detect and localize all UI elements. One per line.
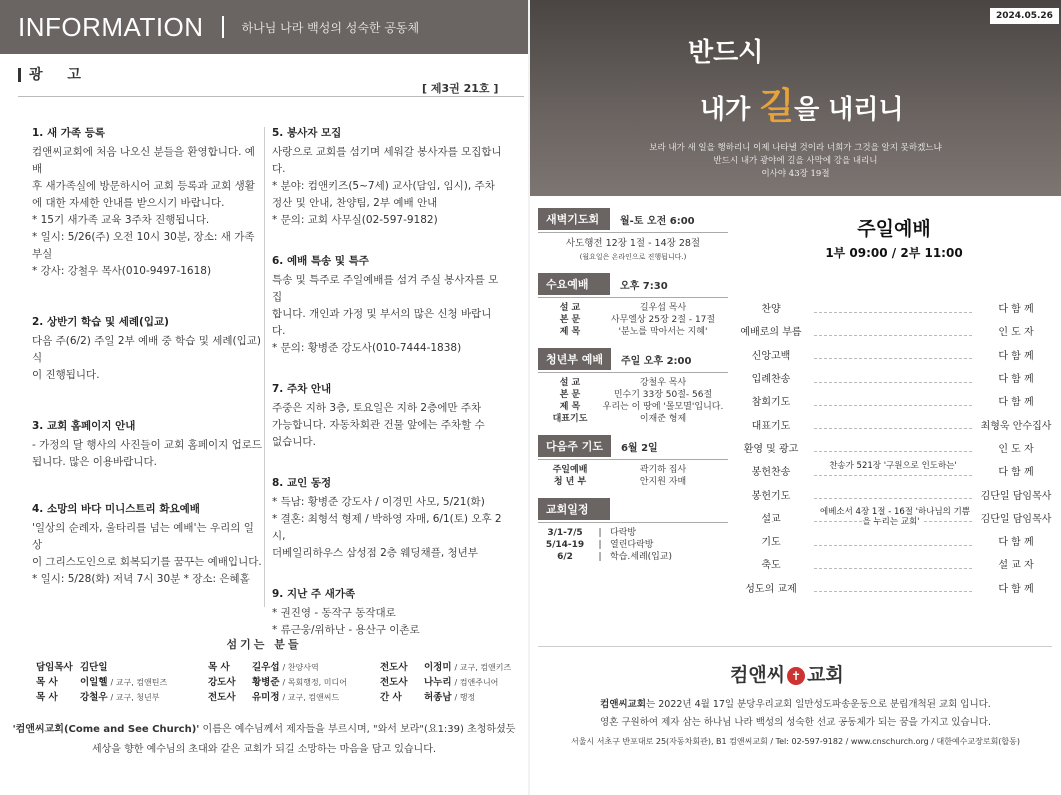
- staff-dept: / 찬양사역: [282, 663, 319, 672]
- calendar-row: [540, 551, 726, 563]
- ad-title: 8. 교인 동정: [272, 477, 332, 489]
- order-row: [734, 412, 1054, 435]
- schedule-key: 설 교: [559, 303, 581, 313]
- staff-cell: [208, 690, 380, 705]
- ads-right-column: [272, 125, 504, 663]
- ad-title: 4. 소망의 바다 미니스트리 화요예배: [32, 503, 200, 515]
- staff-role: 간 사: [380, 692, 402, 703]
- info-subtitle: 하나님 나라 백성의 성숙한 공동체: [241, 20, 420, 35]
- order-who: 설 교 자: [998, 560, 1034, 572]
- schedule-body: [538, 459, 728, 490]
- order-leader-line: [814, 582, 972, 592]
- calendar-date: 6/2: [557, 552, 573, 562]
- order-who: 인 도 자: [998, 327, 1034, 339]
- order-item: 봉헌찬송: [751, 467, 791, 479]
- ad-body: 컴앤씨교회에 처음 나오신 분들을 환영합니다. 예배 후 새가족실에 방문하시어 교회 등록과 교회 생활 에 대한 자세한 안내를 받으시기 바랍니다. * 15기 새가족 교육 3주차 진행됩니다. * 일시: 5/26(주) 오전 10시 30분, 장소: 새 가족부실 * 강사: 강철우 목사(010-9497-1618): [32, 146, 255, 277]
- order-item: 봉헌기도: [751, 490, 791, 502]
- order-leader-line: [814, 489, 972, 499]
- order-item: 환영 및 광고: [743, 443, 799, 455]
- staff-dept: / 교구, 청년부: [110, 693, 160, 702]
- order-who: 최형욱 안수집사: [980, 420, 1052, 432]
- schedule-key: 제 목: [559, 327, 581, 337]
- schedule-key: 청 년 부: [553, 477, 587, 487]
- order-item: 축도: [761, 560, 781, 572]
- order-leader-line: [814, 419, 972, 429]
- ad-title: 5. 봉사자 모집: [272, 127, 342, 139]
- order-row: [734, 552, 1054, 575]
- desc-line: [530, 696, 1061, 714]
- staff-cell: [208, 675, 380, 690]
- banner-line-1: 반드시: [688, 38, 764, 68]
- ads-heading: 광 고: [18, 68, 91, 82]
- order-leader-line: [814, 460, 972, 476]
- staff-dept: / 교구, 컴앤틴즈: [110, 678, 168, 687]
- schedule-text: 사도행전 12장 1절 - 14장 28절: [565, 238, 701, 249]
- order-who: 다 함 께: [998, 583, 1034, 595]
- worship-times: 1부 09:00 / 2부 11:00: [825, 246, 963, 260]
- ad-body: - 가정의 달 행사의 사진들이 교회 홈페이지 업로드 됩니다. 많은 이용바랍니다.: [32, 439, 263, 468]
- motto-line: 세상을 향한 예수님의 초대와 같은 교회가 되길 소망하는 마음을 담고 있습니다.: [91, 744, 437, 755]
- staff-dept: / 행정: [454, 693, 476, 702]
- order-leader-line: [814, 442, 972, 452]
- order-item: 성도의 교제: [745, 583, 797, 595]
- schedule-value: 강철우 목사: [639, 378, 687, 388]
- schedule-header: [538, 348, 728, 370]
- schedule-key: 본 문: [559, 315, 581, 325]
- staff-name: 허종남: [424, 692, 452, 703]
- desc-bold: 컴앤씨교회: [600, 699, 647, 710]
- order-row: [734, 389, 1054, 412]
- schedule-row: [540, 389, 726, 401]
- ad-title: 7. 주차 안내: [272, 383, 332, 395]
- staff-name: 이일헬: [80, 677, 108, 688]
- staff-cell: [380, 660, 552, 675]
- calendar-sep: |: [598, 540, 602, 550]
- ad-body: 특송 및 특주로 주일예배를 섬겨 주실 봉사자를 모집 합니다. 개인과 가정 및 부서의 많은 신청 바랍니다. * 문의: 황병준 강도사(010-7444-1838): [272, 274, 499, 354]
- ad-item: [272, 125, 504, 229]
- ad-body: 주중은 지하 3층, 토요일은 지하 2층에만 주차 가능합니다. 자동차회관 건물 앞에는 주차할 수 없습니다.: [272, 402, 485, 448]
- staff-name: 유미정: [252, 692, 280, 703]
- schedule-body: [538, 297, 728, 340]
- cross-icon: ✝: [787, 667, 805, 685]
- order-item: 기도: [761, 537, 781, 549]
- calendar-sep: |: [598, 528, 602, 538]
- banner-highlight: 길: [759, 86, 795, 127]
- order-row: [734, 436, 1054, 459]
- header-divider: [222, 16, 224, 38]
- staff-dept: / 교구, 컴앤키즈: [454, 663, 512, 672]
- schedule-label: 새벽기도회: [538, 208, 610, 230]
- order-who: 다 함 께: [998, 350, 1034, 362]
- staff-name: 이정미: [424, 662, 452, 673]
- order-row: [734, 576, 1054, 599]
- order-who: 김단일 담임목사: [980, 513, 1052, 525]
- worship-title: 주일예배: [857, 218, 931, 240]
- logo-text: 컴앤씨: [730, 664, 786, 686]
- banner-text: 내가: [700, 95, 760, 125]
- schedule-key: 본 문: [559, 390, 581, 400]
- schedule-row: [540, 401, 726, 413]
- ad-item: [32, 501, 262, 588]
- order-who: 다 함 께: [998, 537, 1034, 549]
- church-motto: [0, 720, 528, 760]
- footer-rule: [538, 646, 1052, 647]
- church-description: [530, 696, 1061, 732]
- staff-role: 목 사: [208, 662, 230, 673]
- staff-cell: [36, 690, 208, 705]
- schedule-value: 우리는 이 땅에 '몰모멸'입니다.: [602, 402, 724, 412]
- staff-cell: [208, 660, 380, 675]
- staff-row: [36, 660, 552, 675]
- calendar-event: 열린다락방: [610, 540, 654, 550]
- info-header: [0, 0, 528, 54]
- ad-title: 9. 지난 주 새가족: [272, 588, 356, 600]
- banner-text: 을 내리니: [794, 95, 904, 125]
- order-detail: 찬송가 521장 '구원으로 인도하는': [825, 461, 961, 471]
- staff-role: 전도사: [208, 692, 236, 703]
- ad-body: 사랑으로 교회를 섬기며 세워갈 봉사자를 모집합니다. * 분야: 컴앤키즈(5~7세) 교사(담임, 임시), 주차 정산 및 안내, 찬양팀, 2부 예배 안내 * 문의: 교회 사무실(02-597-9182): [272, 146, 502, 226]
- order-leader-line: [814, 507, 972, 528]
- calendar-date: 3/1-7/5: [547, 528, 583, 538]
- order-row: [734, 343, 1054, 366]
- order-leader-line: [814, 536, 972, 546]
- staff-cell: [380, 690, 552, 705]
- ad-item: [272, 381, 504, 451]
- schedule-value: 길우섭 목사: [639, 303, 687, 313]
- ad-title: 6. 예배 특송 및 특주: [272, 255, 369, 267]
- calendar-row: [540, 539, 726, 551]
- order-row: [734, 506, 1054, 529]
- schedule-row: [540, 314, 726, 326]
- volume-label: [ 제3권 21호 ]: [422, 82, 499, 95]
- bulletin-date: 2024.05.26: [990, 8, 1059, 24]
- calendar-sep: |: [598, 552, 602, 562]
- order-who: 인 도 자: [998, 443, 1034, 455]
- schedule-header: [538, 498, 728, 520]
- motto-text: 이름은 예수님께서 제자들을 부르시며, "와서 보라"(요1:39) 초청하셨듯: [199, 724, 516, 735]
- schedule-value: '분노를 막아서는 지혜': [618, 327, 708, 337]
- order-item: 참회기도: [751, 397, 791, 409]
- order-leader-line: [814, 373, 972, 383]
- info-title: INFORMATION: [18, 11, 204, 42]
- schedule-time: 주일 오후 2:00: [620, 355, 692, 367]
- ads-column-divider: [264, 127, 265, 607]
- order-row: [734, 529, 1054, 552]
- ad-item: [272, 475, 504, 562]
- staff-name: 황병준: [252, 677, 280, 688]
- ad-item: [32, 125, 262, 280]
- schedule-value: 민수기 33장 50절- 56절: [613, 390, 713, 400]
- order-row: [734, 366, 1054, 389]
- staff-name: 길우섭: [252, 662, 280, 673]
- schedule-body: [538, 232, 728, 265]
- staff-dept: / 목회행정, 미디어: [282, 678, 347, 687]
- order-leader-line: [814, 559, 972, 569]
- schedule-value: 이재준 형제: [639, 414, 687, 424]
- order-leader-line: [814, 303, 972, 313]
- schedule-row: [540, 476, 726, 488]
- schedule-value: 곽기하 집사: [639, 465, 687, 475]
- staff-cell: [36, 660, 208, 675]
- staff-role: 전도사: [380, 677, 408, 688]
- schedule-row: [540, 326, 726, 338]
- schedule-label: 수요예배: [538, 273, 610, 295]
- staff-role: 강도사: [208, 677, 236, 688]
- staff-role: 담임목사: [36, 662, 73, 673]
- calendar-body: [538, 522, 728, 565]
- calendar-event: 학습.세례(입교): [610, 552, 673, 562]
- ad-item: [32, 314, 262, 384]
- schedule-value: 안지원 자매: [639, 477, 687, 487]
- order-item: 찬양: [761, 304, 781, 316]
- order-who: 다 함 께: [998, 304, 1034, 316]
- calendar-row: [540, 527, 726, 539]
- staff-name: 김단일: [80, 662, 108, 673]
- church-logo: [730, 660, 844, 687]
- schedule-row: [540, 464, 726, 476]
- ads-box: [18, 96, 524, 636]
- staff-name: 나누리: [424, 677, 452, 688]
- ads-left-column: [32, 125, 262, 612]
- order-item: 설교: [761, 513, 781, 525]
- staff-role: 목 사: [36, 692, 58, 703]
- order-item: 예배로의 부름: [740, 327, 802, 339]
- ad-body: * 권진영 - 동작구 동작대로 * 류근웅/위하난 - 용산구 이촌로: [272, 607, 420, 636]
- worship-order: [734, 296, 1054, 599]
- schedule-time: 6월 2일: [620, 442, 658, 454]
- order-item: 신앙고백: [751, 350, 791, 362]
- church-address: 서울시 서초구 반포대로 25(자동차회관), B1 컴앤씨교회 / Tel: 02-597-9182 / www.cnschurch.org / 대한예수교장로회(합동): [570, 737, 1021, 746]
- order-leader-line: [814, 396, 972, 406]
- staff-role: 전도사: [380, 662, 408, 673]
- schedule-label: 다음주 기도: [538, 435, 611, 457]
- staff-dept: / 교구, 컴앤씨드: [282, 693, 340, 702]
- ad-body: '일상의 순례자, 울타리를 넘는 예배'는 우리의 일상 이 그리스도인으로 회복되기를 꿈꾸는 예배입니다. * 일시: 5/28(화) 저녁 7시 30분 * 장소: 은혜홀: [32, 522, 262, 585]
- verse-line: 반드시 내가 광야에 길을 사막에 강을 내리니: [713, 156, 878, 166]
- desc-text: 는 2022년 4월 17일 분당우리교회 일만성도파송운동으로 분립개척된 교회 입니다.: [646, 699, 991, 710]
- verse-line: 보라 내가 새 일을 행하리니 이제 나타낼 것이라 너희가 그것을 알지 못하겠느냐: [649, 143, 942, 153]
- schedule-key: 주일예배: [552, 465, 588, 475]
- schedule-row: [540, 413, 726, 425]
- order-who: 다 함 께: [998, 374, 1034, 386]
- order-item: 대표기도: [751, 420, 791, 432]
- schedule-value: 사무엘상 25장 2절 - 17절: [610, 315, 716, 325]
- order-row: [734, 459, 1054, 482]
- ad-item: [272, 253, 504, 357]
- order-leader-line: [814, 326, 972, 336]
- staff-cell: [36, 675, 208, 690]
- schedule-header: [538, 208, 728, 230]
- desc-line: 영혼 구원하여 제자 삼는 하나님 나라 백성의 성숙한 선교 공동체가 되는 꿈을 가지고 있습니다.: [599, 717, 991, 728]
- schedule-header: [538, 435, 728, 457]
- logo-text: 교회: [807, 664, 844, 686]
- schedule-key: 제 목: [559, 402, 581, 412]
- order-who: 다 함 께: [998, 397, 1034, 409]
- order-who: 김단일 담임목사: [980, 490, 1052, 502]
- schedule-row: [540, 377, 726, 389]
- motto-bold: '컴앤씨교회(Come and See Church)': [12, 724, 200, 735]
- staff-dept: / 컴앤주니어: [454, 678, 499, 687]
- staff-row: [36, 690, 552, 705]
- schedule-key: 설 교: [559, 378, 581, 388]
- order-row: [734, 296, 1054, 319]
- order-item: 입례찬송: [751, 374, 791, 386]
- motto-line: [0, 720, 528, 740]
- banner-line-2: [700, 78, 904, 129]
- order-row: [734, 319, 1054, 342]
- schedule-body: [538, 372, 728, 427]
- schedule-row: [540, 302, 726, 314]
- ad-body: 다음 주(6/2) 주일 2부 예배 중 학습 및 세례(입교)식 이 진행됩니다.: [32, 335, 261, 381]
- order-detail: 에베소서 4장 1절 - 16절 '하나님의 기쁨을 누리는 교회': [816, 507, 970, 527]
- ad-item: [32, 418, 262, 471]
- schedule-label: 청년부 예배: [538, 348, 611, 370]
- staff-cell: [380, 675, 552, 690]
- schedule-time: 월-토 오전 6:00: [620, 215, 695, 227]
- order-row: [734, 482, 1054, 505]
- schedule-note: (월요일은 온라인으로 진행됩니다.): [579, 253, 687, 261]
- banner-verse: [530, 142, 1061, 181]
- ad-title: 2. 상반기 학습 및 세례(입교): [32, 316, 169, 328]
- staff-name: 강철우: [80, 692, 108, 703]
- schedule-column: [538, 208, 728, 565]
- verse-ref: 이사야 43장 19절: [761, 169, 830, 179]
- order-who: 다 함 께: [998, 467, 1034, 479]
- ad-title: 3. 교회 홈페이지 안내: [32, 420, 136, 432]
- calendar-event: 다락방: [610, 528, 637, 538]
- schedule-time: 오후 7:30: [620, 280, 668, 292]
- schedule-header: [538, 273, 728, 295]
- ad-body: * 득남: 황병준 강도사 / 이경민 사모, 5/21(화) * 결혼: 최형석 형제 / 박하영 자매, 6/1(토) 오후 2시, 더베일리하우스 삼성점 2층 웨딩채플, 청년부: [272, 496, 502, 559]
- order-leader-line: [814, 349, 972, 359]
- staff-row: [36, 675, 552, 690]
- ad-title: 1. 새 가족 등록: [32, 127, 105, 139]
- calendar-date: 5/14-19: [545, 540, 585, 550]
- ad-item: [272, 586, 504, 639]
- staff-title: 섬기는 분들: [226, 638, 302, 651]
- schedule-key: 대표기도: [552, 414, 588, 424]
- calendar-label: 교회일정: [538, 498, 610, 520]
- staff-role: 목 사: [36, 677, 58, 688]
- staff-list: [36, 660, 552, 705]
